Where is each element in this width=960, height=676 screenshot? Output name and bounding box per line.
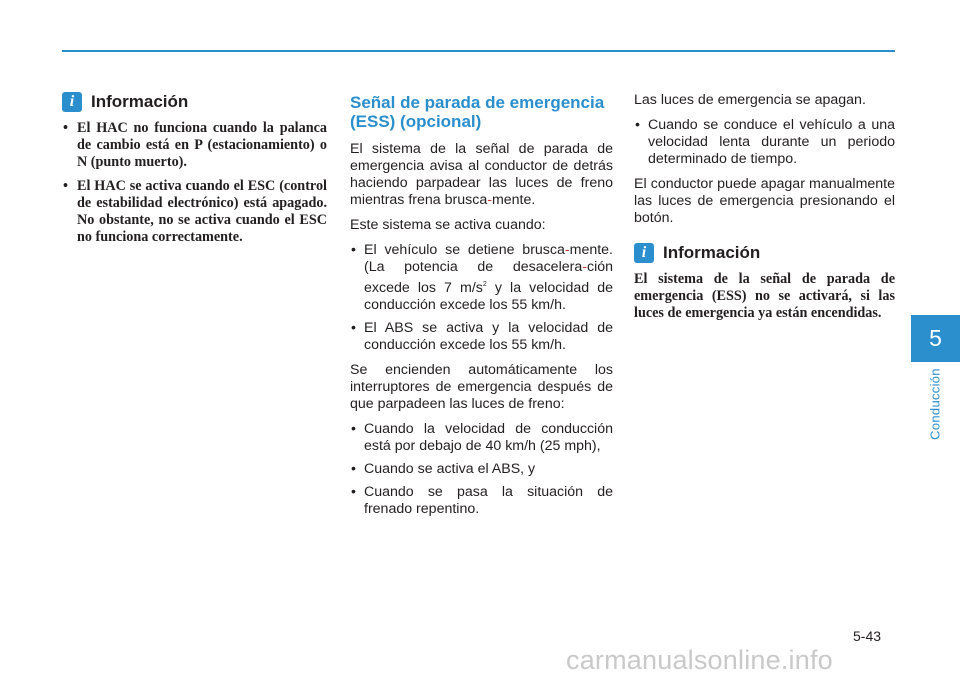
superscript: 2 (482, 281, 487, 288)
text-run: y la velocidad de conducción excede los 55 km/h. (364, 280, 613, 313)
page-number: 5-43 (853, 628, 882, 644)
chapter-tab: 5 (911, 315, 960, 362)
hyphen: - (582, 259, 587, 275)
text-run: El sistema de la señal de parada de emergencia avisa al conductor de detrás haciendo parpadear las luces de freno mientras frena brusca (350, 141, 613, 208)
info-title: Información (663, 243, 761, 262)
list-item: • Cuando se pasa la situación de frenado repentino. (350, 484, 613, 518)
list-item: • Cuando la velocidad de conducción está por debajo de 40 km/h (25 mph), (350, 421, 613, 455)
info-title: Información (91, 92, 189, 111)
info-list (62, 120, 327, 246)
hyphen: - (564, 242, 570, 258)
list-item: • El ABS se activa y la velocidad de conducción excede los 55 km/h. (350, 320, 613, 354)
text-run: ción excede los 7 m/s (364, 259, 613, 296)
info-item: • El HAC no funciona cuando la palanca de cambio está en P (estacionamiento) o N (punto muerto). (62, 120, 327, 171)
info-header (62, 92, 327, 112)
info-text: El sistema de la señal de parada de emergencia (ESS) no se activará, si las luces de emergencia ya están encendidas. (634, 271, 895, 321)
info-icon: i (634, 243, 654, 263)
paragraph: Se encienden automáticamente los interruptores de emergencia después de que parpadeen las luces de freno: (350, 362, 613, 412)
bullet-list (350, 421, 613, 518)
paragraph: Las luces de emergencia se apagan. (634, 92, 866, 108)
paragraph: Este sistema se activa cuando: (350, 217, 546, 233)
right-column (634, 92, 895, 322)
hyphen: - (487, 192, 492, 208)
text-run: El vehículo se detiene brusca (364, 242, 565, 258)
info-item: • El HAC se activa cuando el ESC (control de estabilidad electrónico) está apagado. No obstante, no se activa cuando el ESC no funciona correctamente. (62, 178, 327, 246)
bullet-list (350, 242, 613, 354)
paragraph: El conductor puede apagar manualmente las luces de emergencia presionando el botón. (634, 176, 895, 226)
list-item: • Cuando se activa el ABS, y (350, 461, 613, 478)
paragraph (350, 141, 613, 209)
text-run: mente. (491, 192, 536, 208)
section-title: Señal de parada de emergencia (ESS) (opcional) (350, 93, 605, 131)
left-column (62, 92, 327, 253)
top-divider (62, 50, 895, 52)
bullet-list (634, 117, 895, 168)
list-item: • Cuando se conduce el vehículo a una velocidad lenta durante un periodo determinado de tiempo. (634, 117, 895, 168)
text-run: mente. (La potencia de desacelera (364, 242, 613, 275)
list-item (350, 242, 613, 314)
info-icon: i (62, 92, 82, 112)
middle-column (350, 92, 613, 526)
chapter-label: Conducción (927, 368, 943, 440)
watermark: carmanualsonline.info (566, 645, 833, 675)
info-header (634, 243, 895, 263)
